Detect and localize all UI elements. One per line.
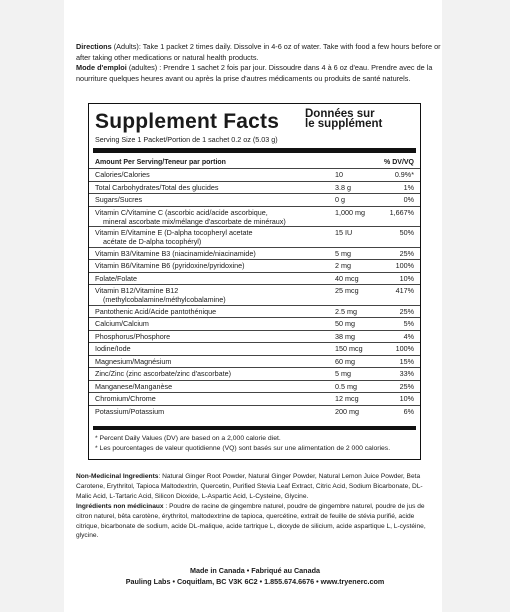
- mode-emploi-label: Mode d'emploi: [76, 63, 127, 73]
- nutrient-name-line-1: Potassium/Potassium: [95, 406, 165, 416]
- supplement-facts-panel: [88, 103, 421, 460]
- nutrient-amount: 10: [335, 170, 343, 179]
- nutrient-name-line-1: Chromium/Chrome: [95, 394, 156, 404]
- nutrient-row: [89, 247, 420, 260]
- ingredients-text: [76, 472, 431, 541]
- serving-size: Serving Size 1 Packet/Portion de 1 sachet 0.2 oz (5.03 g): [95, 135, 278, 144]
- nutrient-daily-value: 50%: [399, 228, 414, 238]
- daily-value-header: % DV/VQ: [384, 159, 414, 166]
- nutrient-row: [89, 355, 420, 368]
- nutrient-name: [95, 274, 330, 283]
- nutrient-name: [95, 286, 330, 304]
- nutrient-name-line-1: Sugars/Sucres: [95, 195, 143, 204]
- nutrient-row: [89, 342, 420, 355]
- nutrient-name-line-2: acétate de D-alpha tocophéryl): [103, 237, 202, 247]
- nutrient-row: [89, 317, 420, 330]
- nutrient-amount: 5 mg: [335, 369, 351, 379]
- nutrient-name: [95, 394, 330, 403]
- nutrient-row: [89, 305, 420, 318]
- nutrient-daily-value: 100%: [395, 344, 414, 354]
- title-fr-line-1: Données sur: [305, 108, 375, 120]
- nutrient-name-line-1: Vitamin B12/Vitamine B12: [95, 286, 179, 296]
- nutrient-name-line-1: Vitamin C/Vitamine C (ascorbic acid/acide ascorbique,: [95, 207, 268, 217]
- nutrient-row: [89, 367, 420, 380]
- nutrient-name-line-2: (methylcobalamine/méthylcobalamine): [103, 295, 226, 305]
- ingredients-label-fr: Ingrédients non médicinaux: [76, 502, 164, 510]
- nutrient-name: [95, 319, 330, 328]
- nutrient-daily-value: 417%: [395, 286, 414, 296]
- nutrient-daily-value: 15%: [399, 356, 414, 366]
- nutrient-amount: 40 mcg: [335, 273, 359, 283]
- nutrient-amount: 1,000 mg: [335, 207, 365, 217]
- nutrient-daily-value: 5%: [403, 319, 414, 329]
- nutrient-name-line-2: mineral ascorbate mix/mélange d'ascorbate de minéraux): [103, 216, 286, 226]
- nutrient-daily-value: 1,667%: [389, 207, 414, 217]
- nutrient-name-line-1: Magnesium/Magnésium: [95, 356, 172, 366]
- nutrient-name-line-1: Manganese/Manganèse: [95, 381, 173, 391]
- ingredients-body-en: : Natural Ginger Root Powder, Natural Ginger Powder, Natural Lemon Juice Powder, Beta Carotene, Erythritol, Tapioca Maltodextrin, Quercetin, Purified Stevia Leaf Extract, Citric Acid, Sodium Bicarbonate, DL-Malic Acid, L-Tartaric Acid, Silicon Dioxide, L-Aspartic Acid, L-Cysteine, Glycine.: [76, 473, 423, 500]
- nutrient-amount: 60 mg: [335, 356, 355, 366]
- mode-emploi-body: (adultes) : Prendre 1 sachet 2 fois par jour. Dissoudre dans 4 à 6 oz d'eau. Prendre avec de la nourriture quelques heures avant ou après la prise d'autres médicaments ou produits de santé naturels.: [76, 63, 433, 83]
- nutrient-name-line-1: Total Carbohydrates/Total des glucides: [95, 182, 219, 192]
- nutrient-name-line-1: Vitamin B3/Vitamine B3 (niacinamide/niacinamide): [95, 248, 256, 258]
- nutrient-amount: 5 mg: [335, 248, 351, 258]
- nutrient-amount: 3.8 g: [335, 182, 351, 192]
- nutrient-row: [89, 330, 420, 343]
- nutrient-row: [89, 405, 420, 418]
- nutrient-daily-value: 25%: [399, 381, 414, 391]
- nutrient-daily-value: 0.9%*: [394, 170, 414, 179]
- directions-label: Directions: [76, 42, 112, 51]
- nutrient-name: [95, 407, 330, 416]
- nutrient-name: [95, 332, 330, 341]
- nutrient-row: [89, 284, 420, 305]
- nutrient-amount: 15 IU: [335, 228, 353, 238]
- nutrient-daily-value: 33%: [399, 369, 414, 379]
- nutrient-name: [95, 208, 330, 226]
- nutrient-daily-value: 4%: [403, 331, 414, 341]
- nutrient-name-line-1: Phosphorus/Phosphore: [95, 331, 171, 341]
- nutrient-amount: 2 mg: [335, 261, 351, 271]
- nutrient-name-line-1: Iodine/Iode: [95, 344, 131, 354]
- nutrient-amount: 0.5 mg: [335, 381, 357, 391]
- nutrient-amount: 150 mcg: [335, 344, 363, 354]
- directions-text: [76, 42, 441, 84]
- nutrient-daily-value: 1%: [403, 182, 414, 192]
- nutrient-name-line-1: Folate/Folate: [95, 273, 137, 283]
- nutrient-name: [95, 195, 330, 204]
- nutrient-name-line-1: Pantothenic Acid/Acide pantothénique: [95, 306, 217, 316]
- company-address: Pauling Labs • Coquitlam, BC V3K 6C2 • 1.855.674.6676 • www.tryenerc.com: [125, 577, 385, 586]
- nutrient-name: [95, 357, 330, 366]
- thick-divider-bottom: [93, 426, 416, 430]
- amount-per-serving-header: Amount Per Serving/Teneur par portion: [95, 159, 226, 166]
- nutrient-name-line-1: Calories/Calories: [95, 170, 150, 179]
- nutrient-amount: 200 mg: [335, 406, 359, 416]
- footnote-en: * Percent Daily Values (DV) are based on a 2,000 calorie diet.: [95, 435, 281, 442]
- nutrient-name: [95, 261, 330, 270]
- nutrient-name-line-1: Calcium/Calcium: [95, 319, 149, 329]
- nutrient-daily-value: 10%: [399, 394, 414, 404]
- nutrient-rows: [89, 168, 420, 417]
- title-fr-line-2: le supplément: [305, 118, 383, 130]
- made-in-canada: Made in Canada • Fabriqué au Canada: [190, 566, 320, 575]
- nutrient-row: [89, 272, 420, 285]
- nutrient-name: [95, 249, 330, 258]
- nutrient-row: [89, 226, 420, 247]
- nutrient-daily-value: 25%: [399, 248, 414, 258]
- manufacturer-info: [0, 565, 510, 587]
- ingredients-body-fr: : Poudre de racine de gingembre naturel, poudre de gingembre naturel, poudre de jus de citron naturel, bêta carotène, érythritol, maltodextrine de tapioca, quercétine, extrait de feuille de stévia purifié, acide citrique, bicarbonate de sodium, acide DL-malique, acide tartrique L, dioxyde de silicium, acide aspartique L, L-cystéine, glycine.: [76, 502, 426, 540]
- nutrient-row: [89, 181, 420, 194]
- nutrient-name: [95, 344, 330, 353]
- nutrient-name: [95, 170, 330, 179]
- nutrient-name: [95, 382, 330, 391]
- nutrient-row: [89, 380, 420, 393]
- nutrient-row: [89, 206, 420, 227]
- nutrient-name: [95, 369, 330, 378]
- nutrient-amount: 12 mcg: [335, 394, 359, 404]
- nutrient-amount: 25 mcg: [335, 286, 359, 296]
- nutrient-row: [89, 168, 420, 181]
- nutrient-amount: 0 g: [335, 195, 345, 204]
- nutrient-name: [95, 183, 330, 192]
- nutrient-name: [95, 307, 330, 316]
- nutrient-daily-value: 6%: [403, 406, 414, 416]
- footnote-fr: * Les pourcentages de valeur quotidienne (VQ) sont basés sur une alimentation de 2 000 calories.: [95, 445, 391, 452]
- nutrient-amount: 50 mg: [335, 319, 355, 329]
- nutrient-daily-value: 100%: [395, 261, 414, 271]
- nutrient-name-line-1: Vitamin E/Vitamine E (D-alpha tocopheryl acetate: [95, 228, 253, 238]
- supplement-facts-title-fr: [305, 109, 382, 129]
- nutrient-row: [89, 193, 420, 206]
- nutrient-name-line-1: Vitamin B6/Vitamine B6 (pyridoxine/pyridoxine): [95, 261, 245, 271]
- nutrient-amount: 38 mg: [335, 331, 355, 341]
- nutrient-name: [95, 228, 330, 246]
- nutrient-daily-value: 0%: [403, 195, 414, 204]
- supplement-facts-title: Supplement Facts: [95, 110, 280, 133]
- nutrient-daily-value: 25%: [399, 306, 414, 316]
- nutrient-row: [89, 392, 420, 405]
- ingredients-label-en: Non-Medicinal Ingredients: [76, 473, 159, 480]
- nutrient-name-line-1: Zinc/Zinc (zinc ascorbate/zinc d'ascorbate): [95, 369, 231, 379]
- nutrient-amount: 2.5 mg: [335, 306, 357, 316]
- nutrient-row: [89, 259, 420, 272]
- thick-divider-top: [93, 148, 416, 153]
- directions-body: (Adults): Take 1 packet 2 times daily. Dissolve in 4-6 oz of water. Take with food a few hours before or after taking other medications or natural health products.: [76, 42, 441, 62]
- nutrient-daily-value: 10%: [399, 273, 414, 283]
